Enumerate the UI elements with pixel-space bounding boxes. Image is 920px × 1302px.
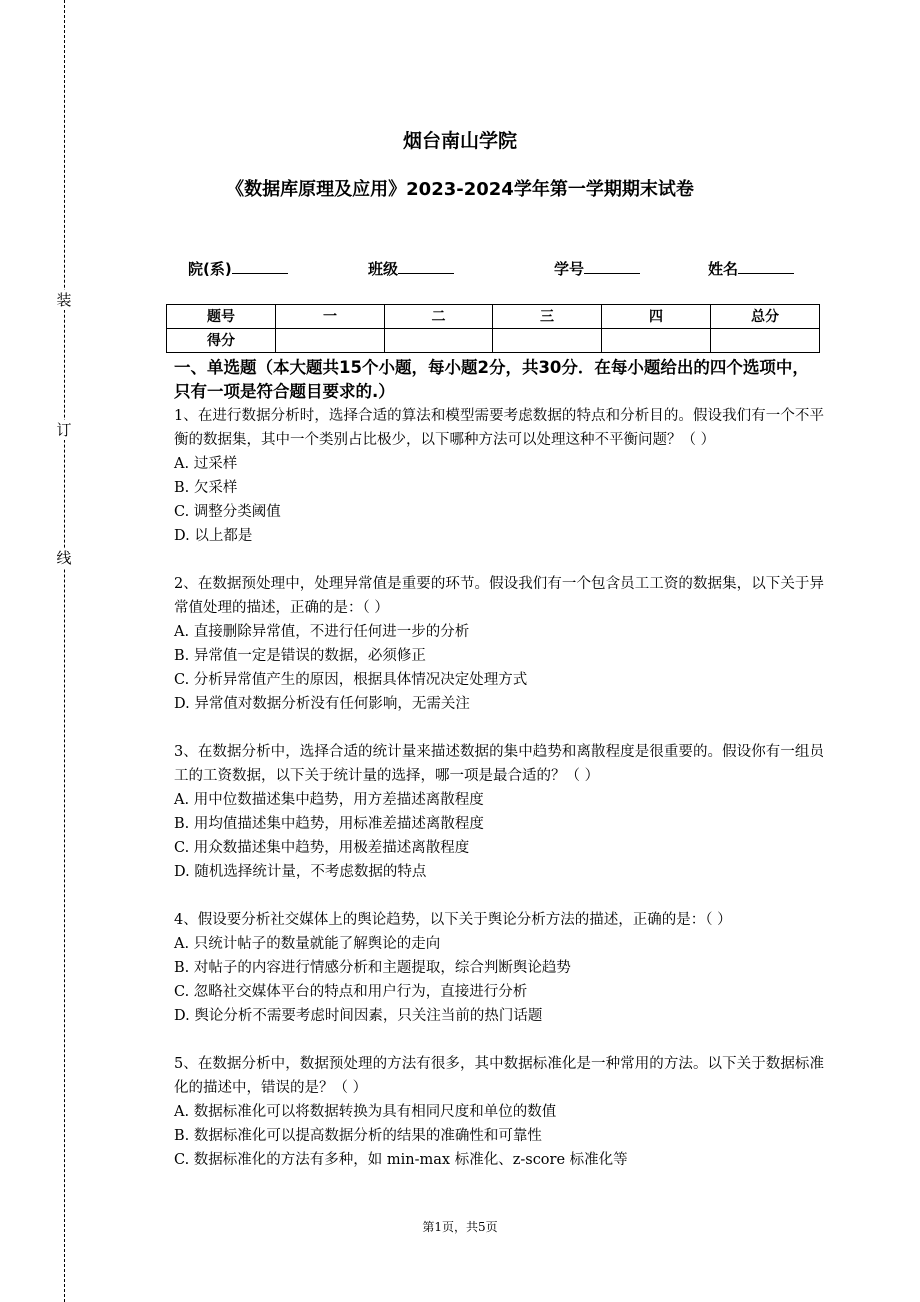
score-table-cell xyxy=(711,329,820,353)
score-table-cell: 二 xyxy=(385,305,493,329)
score-table-cell xyxy=(602,329,711,353)
section-heading: 一、单选题（本大题共15个小题，每小题2分，共30分．在每小题给出的四个选项中，只有一项是符合题目要求的.） xyxy=(174,358,809,401)
option-b: B. 对帖子的内容进行情感分析和主题提取，综合判断舆论趋势 xyxy=(174,960,571,976)
option-a: A. 过采样 xyxy=(174,456,238,472)
option-d: D. 舆论分析不需要考虑时间因素，只关注当前的热门话题 xyxy=(174,1008,543,1024)
option-d: D. 随机选择统计量，不考虑数据的特点 xyxy=(174,864,427,880)
binding-mark-zhuang: 装 xyxy=(56,291,72,309)
question-stem: 4、假设要分析社交媒体上的舆论趋势，以下关于舆论分析方法的描述，正确的是：（ ） xyxy=(174,912,732,928)
info-field-label: 院(系) xyxy=(188,260,232,278)
score-table-header-row xyxy=(167,305,820,329)
info-field-class xyxy=(368,258,454,279)
option-b: B. 异常值一定是错误的数据，必须修正 xyxy=(174,648,426,664)
score-table-cell: 四 xyxy=(602,305,711,329)
option-b: B. 用均值描述集中趋势，用标准差描述离散程度 xyxy=(174,816,484,832)
info-field-name xyxy=(708,258,794,279)
score-table-cell: 总分 xyxy=(711,305,820,329)
info-field-department xyxy=(188,258,288,279)
option-b: B. 数据标准化可以提高数据分析的结果的准确性和可靠性 xyxy=(174,1128,542,1144)
question-1 xyxy=(174,404,824,548)
fill-blank[interactable] xyxy=(398,259,454,274)
option-c: C. 用众数描述集中趋势，用极差描述离散程度 xyxy=(174,840,470,856)
fill-blank[interactable] xyxy=(584,259,640,274)
score-table xyxy=(166,304,820,353)
option-c: C. 调整分类阈值 xyxy=(174,504,281,520)
info-field-student-id xyxy=(554,258,640,279)
question-stem: 2、在数据预处理中，处理异常值是重要的环节。假设我们有一个包含员工工资的数据集，以下关于异常值处理的描述，正确的是：（ ） xyxy=(174,576,824,616)
score-table-cell: 三 xyxy=(493,305,602,329)
option-c: C. 分析异常值产生的原因，根据具体情况决定处理方式 xyxy=(174,672,528,688)
question-stem: 1、在进行数据分析时，选择合适的算法和模型需要考虑数据的特点和分析目的。假设我们有一个不平衡的数据集，其中一个类别占比极少，以下哪种方法可以处理这种不平衡问题？（ ） xyxy=(174,408,824,448)
info-field-label: 班级 xyxy=(368,260,399,278)
fill-blank[interactable] xyxy=(738,259,794,274)
option-d: D. 以上都是 xyxy=(174,528,253,544)
binding-mark-ding: 订 xyxy=(56,421,72,439)
info-field-label: 学号 xyxy=(554,260,585,278)
question-5 xyxy=(174,1052,824,1172)
page-footer: 第1页，共5页 xyxy=(422,1220,498,1234)
option-a: A. 数据标准化可以将数据转换为具有相同尺度和单位的数值 xyxy=(174,1104,557,1120)
score-table-cell: 得分 xyxy=(167,329,276,353)
option-a: A. 直接删除异常值，不进行任何进一步的分析 xyxy=(174,624,470,640)
score-table-cell xyxy=(385,329,493,353)
question-3 xyxy=(174,740,824,884)
option-a: A. 只统计帖子的数量就能了解舆论的走向 xyxy=(174,936,441,952)
option-d: D. 异常值对数据分析没有任何影响，无需关注 xyxy=(174,696,470,712)
fill-blank[interactable] xyxy=(232,259,288,274)
question-2 xyxy=(174,572,824,716)
option-a: A. 用中位数描述集中趋势，用方差描述离散程度 xyxy=(174,792,484,808)
score-table-cell xyxy=(493,329,602,353)
question-4 xyxy=(174,908,824,1028)
score-table-cell: 题号 xyxy=(167,305,276,329)
option-c: C. 忽略社交媒体平台的特点和用户行为，直接进行分析 xyxy=(174,984,528,1000)
exam-title: 《数据库原理及应用》2023-2024学年第一学期期末试卷 xyxy=(226,179,694,200)
question-stem: 5、在数据分析中，数据预处理的方法有很多，其中数据标准化是一种常用的方法。以下关于数据标准化的描述中，错误的是？（ ） xyxy=(174,1056,824,1096)
score-table-cell: 一 xyxy=(276,305,385,329)
option-b: B. 欠采样 xyxy=(174,480,238,496)
question-stem: 3、在数据分析中，选择合适的统计量来描述数据的集中趋势和离散程度是很重要的。假设你有一组员工的工资数据，以下关于统计量的选择，哪一项是最合适的？（ ） xyxy=(174,744,824,784)
option-c: C. 数据标准化的方法有多种，如 min-max 标准化、z-score 标准化等 xyxy=(174,1152,628,1168)
score-table-score-row xyxy=(167,329,820,353)
school-name: 烟台南山学院 xyxy=(402,130,517,152)
question-list xyxy=(174,404,824,1196)
score-table-cell xyxy=(276,329,385,353)
info-field-label: 姓名 xyxy=(708,260,739,278)
binding-mark-xian: 线 xyxy=(56,549,72,567)
